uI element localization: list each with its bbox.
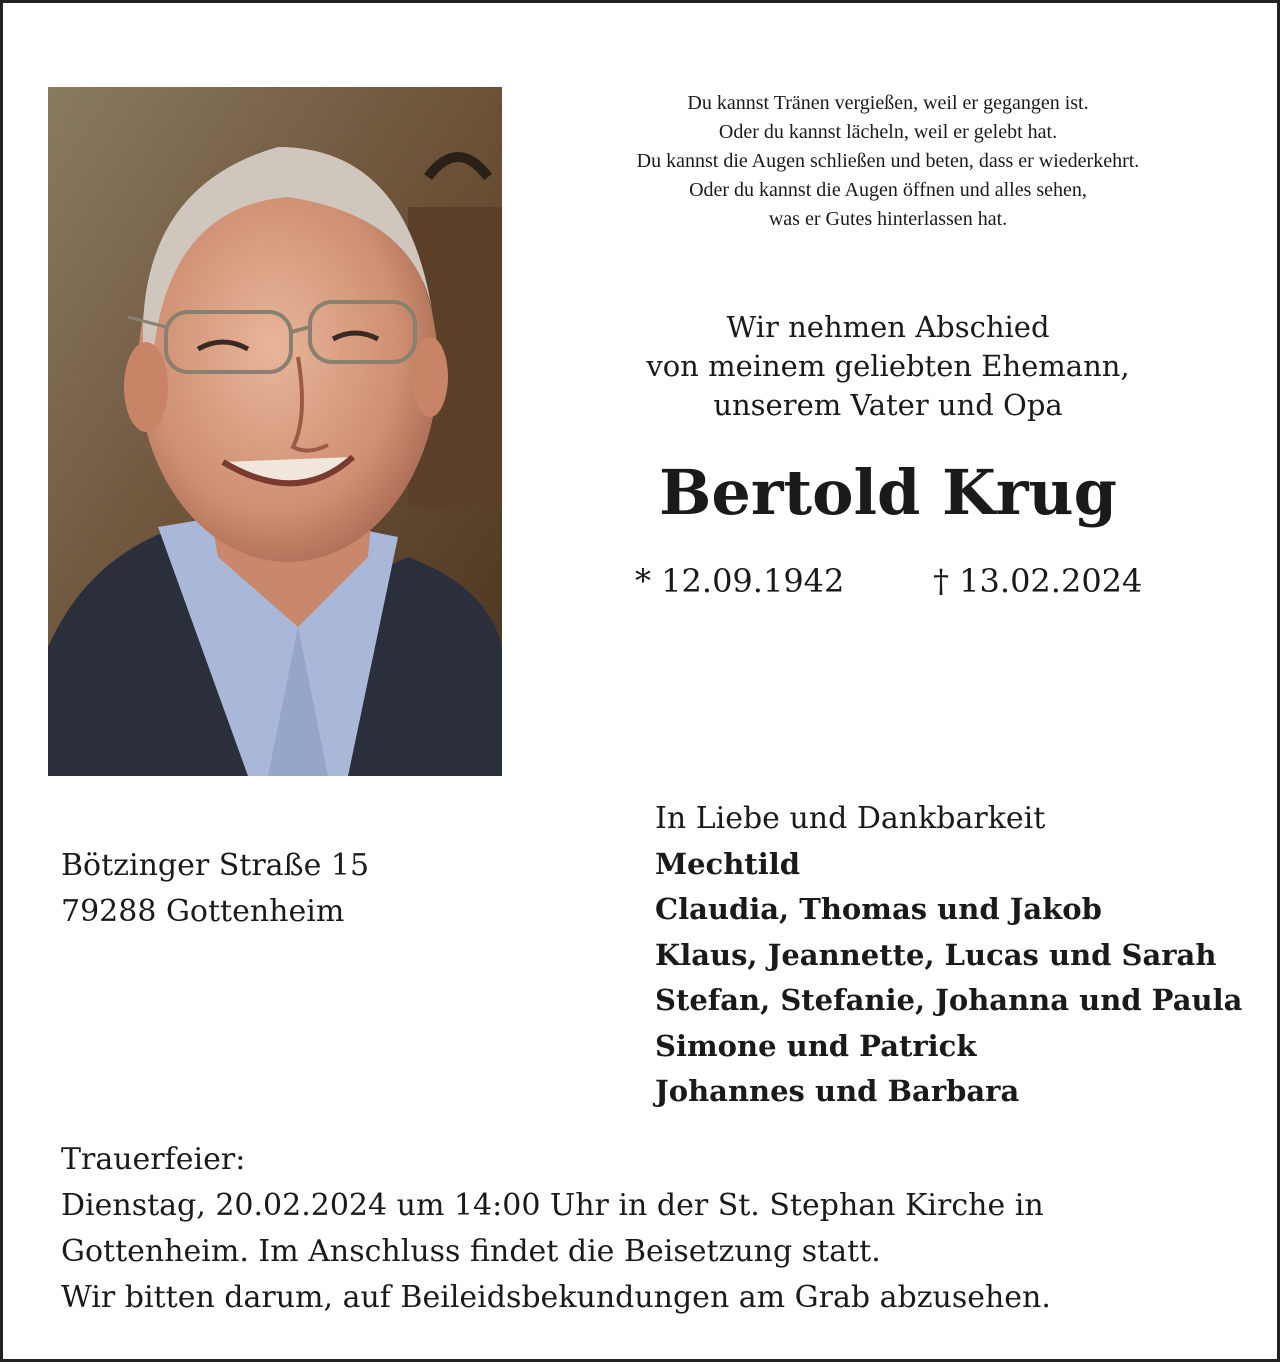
intro-line: von meinem geliebten Ehemann, [646, 349, 1130, 383]
mourners [655, 796, 1242, 1115]
funeral-line: Trauerfeier: [61, 1142, 246, 1177]
portrait-illustration [48, 87, 502, 776]
poem-line: Oder du kannst die Augen öffnen und alles sehen, [689, 179, 1087, 201]
mourner-name: Simone und Patrick [655, 1028, 977, 1063]
mourner-name: Johannes und Barbara [655, 1074, 1020, 1108]
address [61, 843, 369, 935]
birth-date: * 12.09.1942 [635, 562, 845, 600]
intro-line: Wir nehmen Abschied [726, 310, 1050, 344]
portrait-photo [48, 87, 502, 776]
poem-line: was er Gutes hinterlassen hat. [768, 208, 1008, 230]
poem-line: Du kannst die Augen schließen und beten, dass er wiederkehrt. [636, 150, 1140, 172]
death-date: † 13.02.2024 [933, 562, 1143, 600]
farewell-intro [563, 308, 1213, 425]
intro-line: unserem Vater und Opa [713, 388, 1063, 422]
deceased-name: Bertold Krug [659, 456, 1117, 529]
address-city: 79288 Gottenheim [61, 894, 345, 929]
mourners-heading: In Liebe und Dankbarkeit [655, 801, 1046, 836]
funeral-line: Gottenheim. Im Anschluss findet die Beisetzung statt. [61, 1234, 881, 1269]
funeral-line: Wir bitten darum, auf Beileidsbekundungen am Grab abzusehen. [61, 1280, 1051, 1315]
mourner-name: Claudia, Thomas und Jakob [655, 892, 1102, 926]
funeral-line: Dienstag, 20.02.2024 um 14:00 Uhr in der St. Stephan Kirche in [61, 1188, 1044, 1223]
mourner-name: Stefan, Stefanie, Johanna und Paula [655, 983, 1243, 1017]
mourner-name: Mechtild [655, 846, 800, 881]
mourner-name: Klaus, Jeannette, Lucas und Sarah [655, 937, 1217, 972]
poem-line: Oder du kannst lächeln, weil er gelebt hat. [718, 121, 1058, 143]
funeral-notice [61, 1137, 1241, 1321]
poem [543, 89, 1233, 234]
address-street: Bötzinger Straße 15 [61, 848, 370, 883]
poem-line: Du kannst Tränen vergießen, weil er gegangen ist. [687, 92, 1089, 114]
